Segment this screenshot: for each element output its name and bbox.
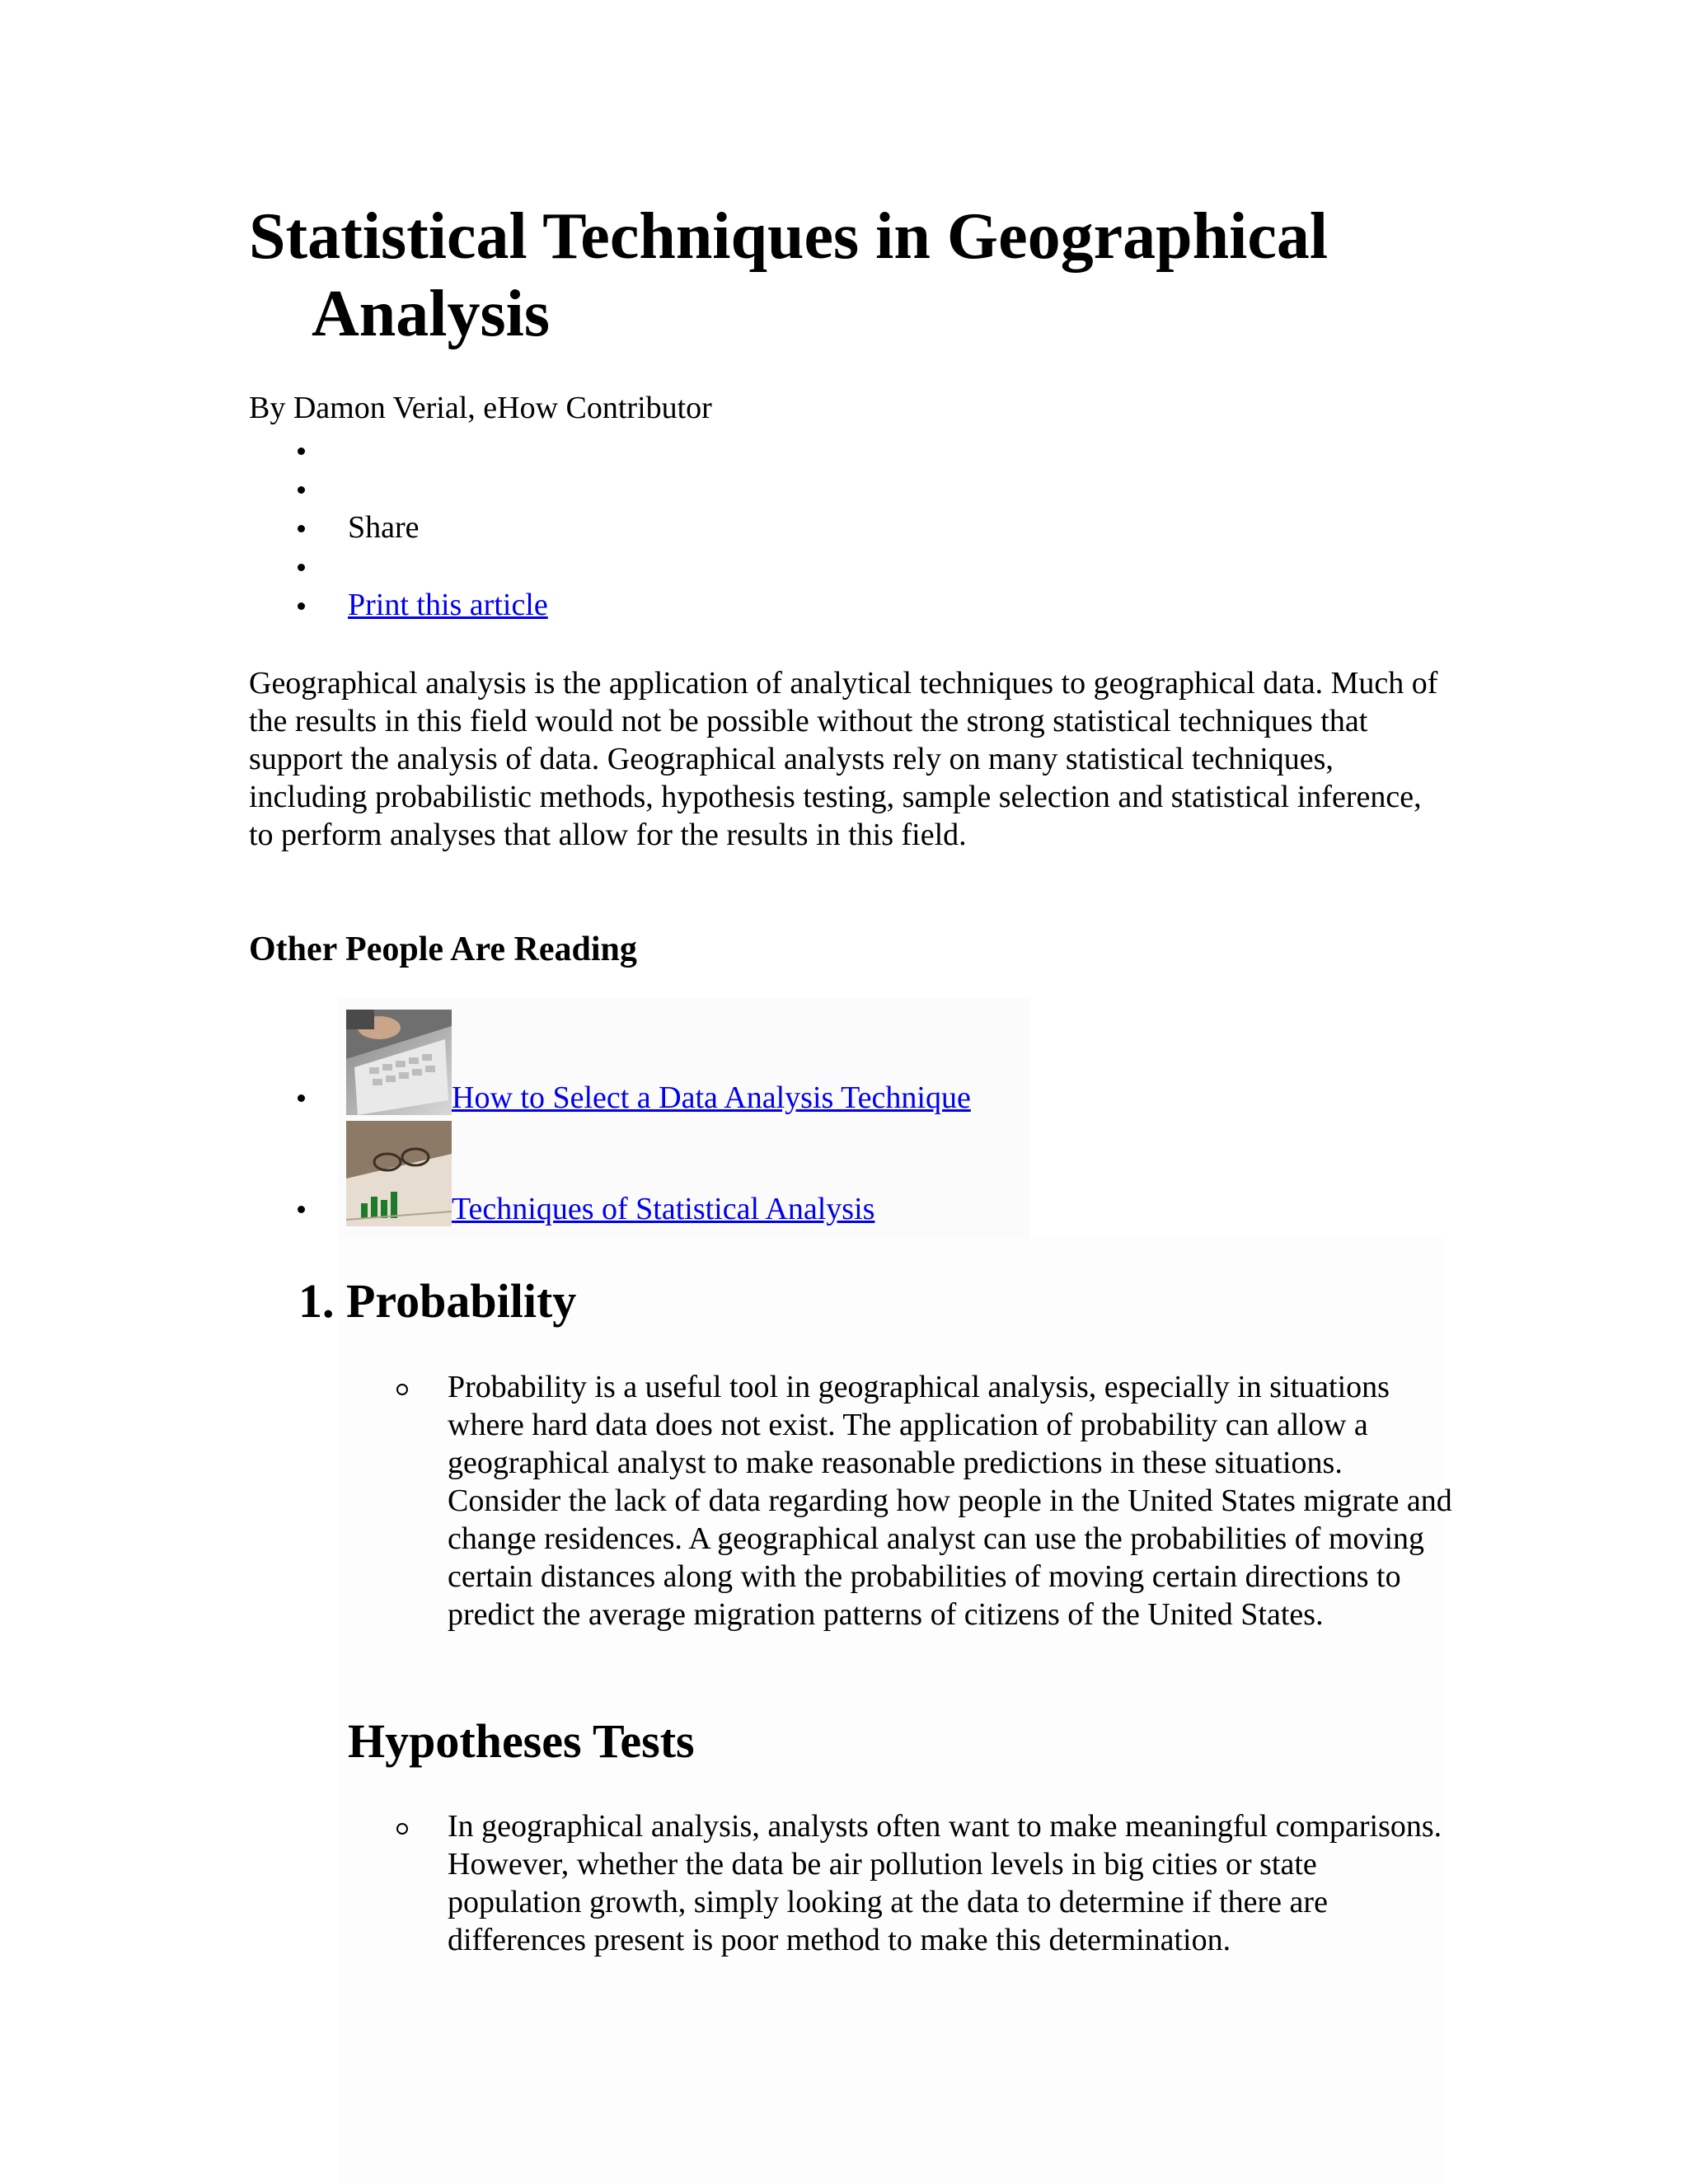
related-link-1[interactable]: How to Select a Data Analysis Technique xyxy=(452,1080,971,1115)
bullet-icon xyxy=(298,448,305,455)
related-link-2[interactable]: Techniques of Statistical Analysis xyxy=(452,1192,875,1226)
share-button[interactable] xyxy=(249,509,548,547)
intro-paragraph: Geographical analysis is the application of analytical techniques to geographical data. Much of the results in this field would not be possible without the strong statistical techniques that support the analysis of data. Geographical analysts rely on many statistical techniques, including probabilistic methods, hypothesis testing, sample selection and statistical inference, to perform analyses that allow for the results in this field. xyxy=(249,666,1438,852)
share-item-2[interactable] xyxy=(249,470,548,509)
circle-bullet-icon xyxy=(396,1823,408,1835)
share-item-1[interactable] xyxy=(249,431,548,470)
byline: By Damon Verial, eHow Contributor xyxy=(249,391,712,425)
bullet-icon xyxy=(298,1206,305,1213)
share-item-4[interactable] xyxy=(249,547,548,586)
bullet-icon xyxy=(298,564,305,571)
chart-thumbnail[interactable] xyxy=(346,1121,452,1226)
section-heading-hypotheses: Hypotheses Tests xyxy=(348,1714,695,1768)
circle-bullet-icon xyxy=(396,1384,408,1395)
bullet-icon xyxy=(298,486,305,494)
section-heading-probability: 1. Probability xyxy=(298,1274,577,1328)
bullet-icon xyxy=(298,1094,305,1102)
bullet-icon xyxy=(298,525,305,532)
related-heading: Other People Are Reading xyxy=(249,930,637,968)
section-number: 1. xyxy=(298,1274,335,1328)
section-text-hypotheses: In geographical analysis, analysts often want to make meaningful comparisons. However, whether the data be air pollution levels in big cities or state population growth, simply looking at the data to determine if there are differences present is poor method to make this determination. xyxy=(448,1809,1442,1957)
print-article-item xyxy=(249,586,548,625)
section-text-probability: Probability is a useful tool in geographical analysis, especially in situations where hard data does not exist. The application of probability can allow a geographical analyst to make reasonable predictions in these situations. Consider the lack of data regarding how people in the United States migrate and change residences. A geographical analyst can use the probabilities of moving certain distances along with the probabilities of moving certain directions to predict the average migration patterns of citizens of the United States. xyxy=(448,1370,1452,1632)
share-label: Share xyxy=(348,510,420,545)
share-toolbar xyxy=(249,431,548,625)
laptop-thumbnail[interactable] xyxy=(346,1010,452,1115)
bullet-icon xyxy=(298,602,305,610)
print-article-link[interactable]: Print this article xyxy=(348,588,548,622)
page-title: Statistical Techniques in Geographical Analysis xyxy=(249,200,1329,350)
